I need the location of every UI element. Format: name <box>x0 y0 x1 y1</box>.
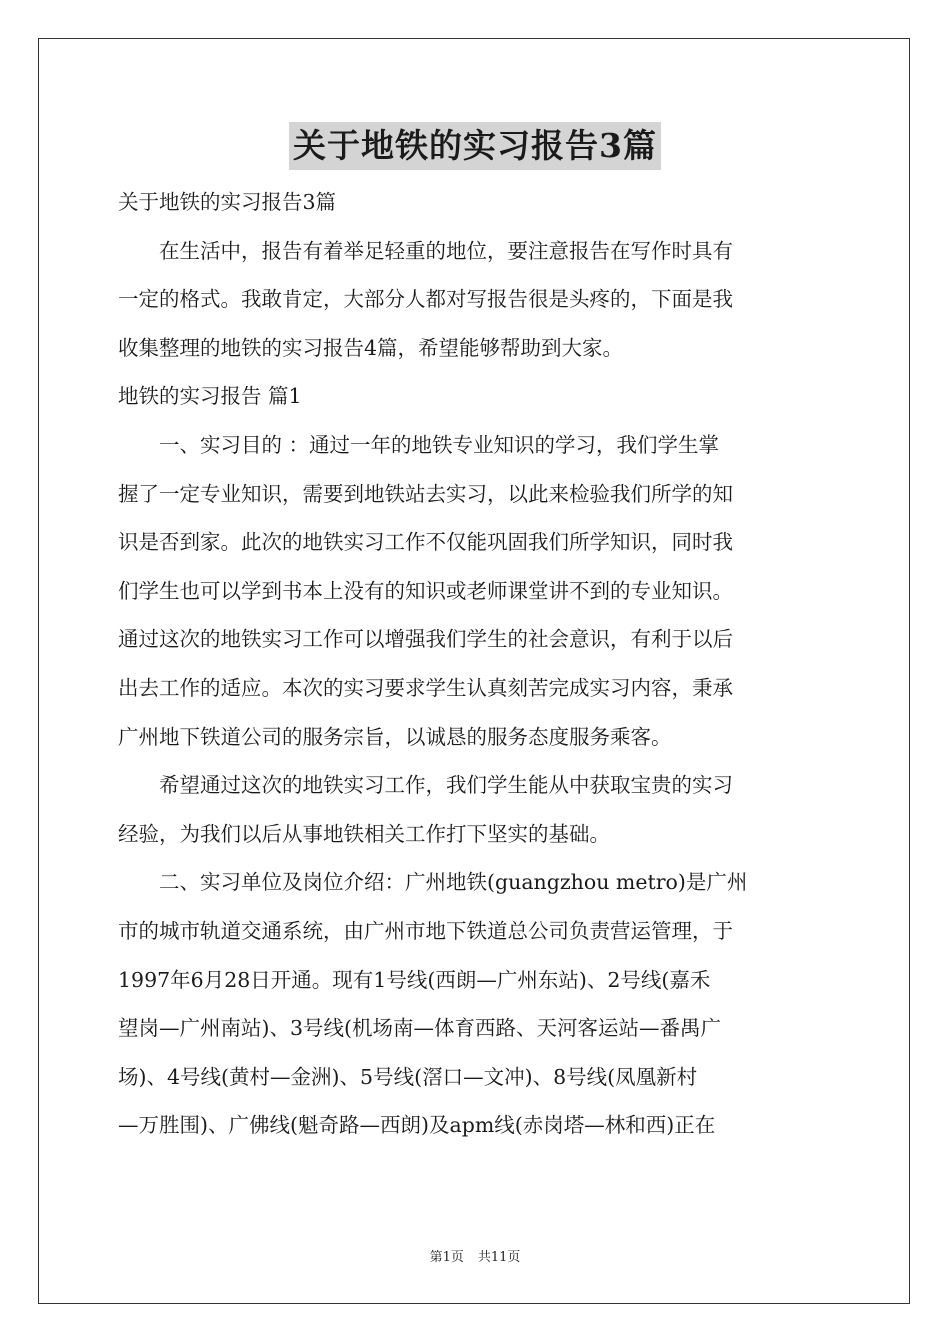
document-subtitle: 关于地铁的实习报告3篇 <box>118 190 337 214</box>
text-line: 在生活中，报告有着举足轻重的地位，要注意报告在写作时具有 <box>159 238 733 263</box>
document-body <box>118 178 834 1150</box>
intro-paragraph <box>118 227 834 373</box>
text-line: 通过这次的地铁实习工作可以增强我们学生的社会意识，有利于以后 <box>118 627 733 652</box>
document-title: 关于地铁的实习报告3篇 <box>289 122 661 170</box>
text-line: 握了一定专业知识，需要到地铁站去实习，以此来检验我们所学的知 <box>118 481 733 506</box>
text-line: 望岗—广州南站)、3号线(机场南—体育西路、天河客运站—番禺广 <box>118 1016 722 1041</box>
page-number: 第1页 <box>429 1250 464 1265</box>
page-footer <box>0 1246 950 1265</box>
title-container <box>0 122 950 170</box>
text-line: 二、实习单位及岗位介绍：广州地铁(guangzhou metro)是广州 <box>159 870 748 895</box>
text-line: 们学生也可以学到书本上没有的知识或老师课堂讲不到的专业知识。 <box>118 578 733 603</box>
text-line: 市的城市轨道交通系统，由广州市地下铁道总公司负责营运管理，于 <box>118 918 733 943</box>
text-line: —万胜围)、广佛线(魁奇路—西朗)及apm线(赤岗塔—林和西)正在 <box>118 1113 716 1138</box>
text-line: 广州地下铁道公司的服务宗旨，以诚恳的服务态度服务乘客。 <box>118 724 672 749</box>
text-line: 出去工作的适应。本次的实习要求学生认真刻苦完成实习内容，秉承 <box>118 675 733 700</box>
text-line: 1997年6月28日开通。现有1号线(西朗—广州东站)、2号线(嘉禾 <box>118 967 711 992</box>
paragraph-purpose <box>118 421 834 761</box>
page-total: 共11页 <box>477 1250 521 1265</box>
text-line: 场)、4号线(黄村—金洲)、5号线(滘口—文冲)、8号线(凤凰新村 <box>118 1064 698 1089</box>
text-line: 一定的格式。我敢肯定，大部分人都对写报告很是头疼的，下面是我 <box>118 287 733 312</box>
section-heading: 地铁的实习报告 篇1 <box>118 384 302 409</box>
text-line: 收集整理的地铁的实习报告4篇，希望能够帮助到大家。 <box>118 335 624 360</box>
paragraph-hope <box>118 761 834 858</box>
text-line: 识是否到家。此次的地铁实习工作不仅能巩固我们所学知识，同时我 <box>118 530 733 555</box>
text-line: 经验，为我们以后从事地铁相关工作打下坚实的基础。 <box>118 821 610 846</box>
paragraph-unit-intro <box>118 858 834 1150</box>
text-line: 一、实习目的 ：通过一年的地铁专业知识的学习，我们学生掌 <box>159 432 720 457</box>
text-line: 希望通过这次的地铁实习工作，我们学生能从中获取宝贵的实习 <box>159 773 733 798</box>
